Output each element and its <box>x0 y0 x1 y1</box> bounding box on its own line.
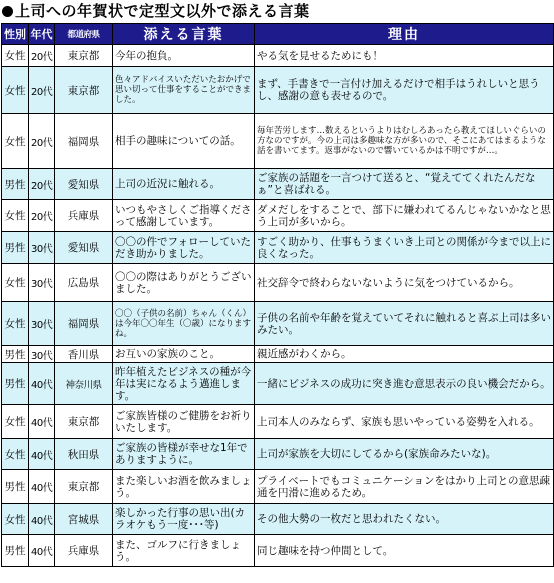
cell-words: お互いの家族のこと。 <box>113 346 255 363</box>
cell-gender: 女性 <box>2 405 29 439</box>
cell-words: ご家族皆様のご健勝をお祈りいたします。 <box>113 405 255 439</box>
cell-age: 40代 <box>29 535 55 567</box>
cell-reason: 一緒にビジネスの成功に突き進む意思表示の良い機会だから。 <box>255 363 554 405</box>
cell-gender: 男性 <box>2 363 29 405</box>
cell-reason: 同じ趣味を持つ仲間として。 <box>255 535 554 567</box>
header-reason: 理由 <box>255 24 554 45</box>
cell-age: 40代 <box>29 439 55 470</box>
cell-age: 40代 <box>29 363 55 405</box>
cell-age: 40代 <box>29 470 55 504</box>
cell-age: 40代 <box>29 405 55 439</box>
table-row <box>2 302 554 346</box>
cell-prefecture: 神奈川県 <box>55 363 113 405</box>
cell-words: 相手の趣味についての話。 <box>113 114 255 169</box>
cell-words: 上司の近況に触れる。 <box>113 169 255 200</box>
cell-gender: 男性 <box>2 470 29 504</box>
cell-gender: 女性 <box>2 302 29 346</box>
table-row <box>2 535 554 567</box>
cell-gender: 女性 <box>2 67 29 114</box>
cell-reason: まず、手書きで一言付け加えるだけで相手はうれしいと思うし、感謝の意も表せるので。 <box>255 67 554 114</box>
cell-words: 〇〇の際はありがとうございました。 <box>113 264 255 302</box>
table-row <box>2 232 554 264</box>
page-title <box>2 0 310 22</box>
table-row <box>2 169 554 200</box>
cell-gender: 男性 <box>2 169 29 200</box>
cell-words: 昨年植えたビジネスの種が今年は実になるよう邁進します。 <box>113 363 255 405</box>
table-row <box>2 67 554 114</box>
cell-reason: 毎年苦労します…数えるというよりはむしろあったら教えてほしいぐらいの方なのですが。今の上司は多趣味な方が多いので、そこにあてはまるような話を書いてます。返事がないので響いているかは不明ですが…。 <box>255 114 554 169</box>
cell-prefecture: 香川県 <box>55 346 113 363</box>
cell-reason: 上司本人のみならず、家族も思いやっている姿勢を入れる。 <box>255 405 554 439</box>
bullet-icon <box>2 6 13 17</box>
cell-gender: 女性 <box>2 200 29 232</box>
cell-reason: やる気を見せるためにも！ <box>255 45 554 67</box>
cell-age: 20代 <box>29 67 55 114</box>
cell-prefecture: 広島県 <box>55 264 113 302</box>
cell-reason: ダメだしをすることで、部下に嫌われてるんじゃないかなと思う上司が多いから。 <box>255 200 554 232</box>
cell-prefecture: 東京都 <box>55 470 113 504</box>
cell-prefecture: 兵庫県 <box>55 535 113 567</box>
cell-prefecture: 福岡県 <box>55 302 113 346</box>
page-title-text: 上司への年賀状で定型文以外で添える言葉 <box>15 2 310 20</box>
cell-gender: 女性 <box>2 439 29 470</box>
cell-gender: 男性 <box>2 535 29 567</box>
cell-prefecture: 宮城県 <box>55 504 113 535</box>
table-row <box>2 45 554 67</box>
cell-prefecture: 東京都 <box>55 67 113 114</box>
cell-gender: 男性 <box>2 232 29 264</box>
cell-prefecture: 福岡県 <box>55 114 113 169</box>
cell-prefecture: 愛知県 <box>55 232 113 264</box>
table-row <box>2 504 554 535</box>
cell-reason: その他大勢の一枚だと思われたくない。 <box>255 504 554 535</box>
cell-prefecture: 愛知県 <box>55 169 113 200</box>
cell-reason: プライベートでもコミュニケーションをはかり上司との意思疎通を円滑に進めるため。 <box>255 470 554 504</box>
cell-words: 〇〇（子供の名前）ちゃん（くん）は今年〇〇年生（〇歳）になりますね。 <box>113 302 255 346</box>
cell-age: 20代 <box>29 200 55 232</box>
table-row <box>2 346 554 363</box>
table-row <box>2 363 554 405</box>
cell-age: 30代 <box>29 302 55 346</box>
cell-words: 楽しかった行事の思い出(カラオケもう一度･･･等) <box>113 504 255 535</box>
cell-words: いつもやさしくご指導くださって感謝しています。 <box>113 200 255 232</box>
cell-prefecture: 兵庫県 <box>55 200 113 232</box>
table-row <box>2 470 554 504</box>
cell-reason: 社交辞令で終わらないないように気をつけているから。 <box>255 264 554 302</box>
cell-reason: 子供の名前や年齢を覚えていてそれに触れると喜ぶ上司は多いみたい。 <box>255 302 554 346</box>
header-prefecture: 都道府県 <box>55 24 113 45</box>
cell-gender: 女性 <box>2 504 29 535</box>
cell-words: また、ゴルフに行きましょう。 <box>113 535 255 567</box>
cell-reason: すごく助かり、仕事もうまくいき上司との関係が今まで以上に良くなった。 <box>255 232 554 264</box>
table-row <box>2 439 554 470</box>
cell-age: 40代 <box>29 504 55 535</box>
header-words: 添える言葉 <box>113 24 255 45</box>
cell-gender: 男性 <box>2 346 29 363</box>
cell-words: ご家族の皆様が幸せな1年でありますように。 <box>113 439 255 470</box>
cell-reason: ご家族の話題を一言つけて送ると、“覚えててくれたんだなぁ”と喜ばれる。 <box>255 169 554 200</box>
cell-age: 30代 <box>29 346 55 363</box>
cell-prefecture: 秋田県 <box>55 439 113 470</box>
cell-words: 色々アドバイスいただいたおかげで思い切って仕事をすることができました。 <box>113 67 255 114</box>
cell-gender: 女性 <box>2 114 29 169</box>
cell-age: 20代 <box>29 169 55 200</box>
cell-age: 20代 <box>29 45 55 67</box>
table-row <box>2 405 554 439</box>
cell-age: 30代 <box>29 264 55 302</box>
cell-age: 30代 <box>29 232 55 264</box>
cell-age: 20代 <box>29 114 55 169</box>
table-row <box>2 200 554 232</box>
cell-words: 〇〇の件でフォローしていただき助かりました。 <box>113 232 255 264</box>
cell-gender: 女性 <box>2 45 29 67</box>
cell-words: また楽しいお酒を飲みましょう。 <box>113 470 255 504</box>
cell-reason: 上司が家族を大切にしてるから(家族命みたいな)。 <box>255 439 554 470</box>
header-gender: 性別 <box>2 24 29 45</box>
survey-table <box>1 23 554 567</box>
cell-gender: 女性 <box>2 264 29 302</box>
header-age: 年代 <box>29 24 55 45</box>
cell-prefecture: 東京都 <box>55 45 113 67</box>
cell-reason: 親近感がわくから。 <box>255 346 554 363</box>
table-row <box>2 114 554 169</box>
cell-prefecture: 東京都 <box>55 405 113 439</box>
table-row <box>2 264 554 302</box>
cell-words: 今年の抱負。 <box>113 45 255 67</box>
header-row <box>2 24 554 45</box>
